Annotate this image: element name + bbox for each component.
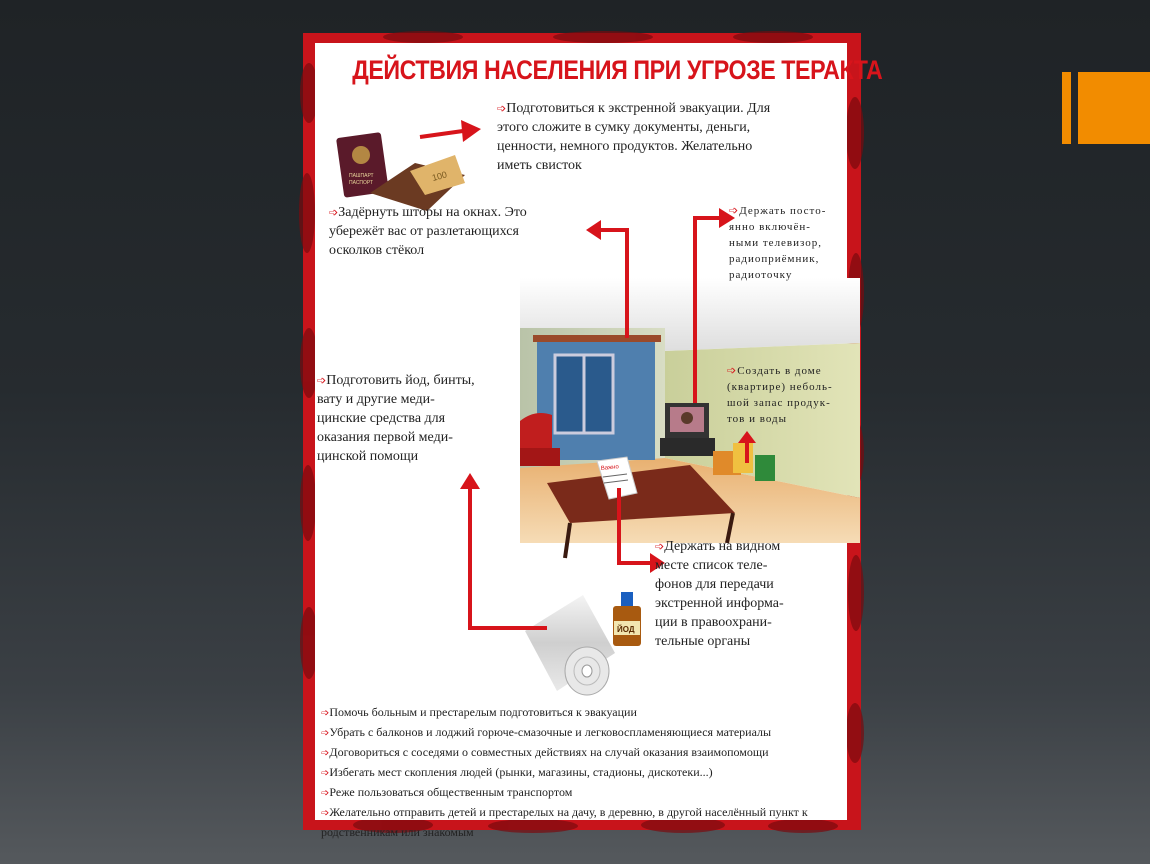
curtains-text: ➩Задёрнуть шторы на окнах. Это убережёт вас от разлетающихся осколков стёкол [329,205,527,258]
passport-line-2: ПАСПОРТ [349,180,374,186]
note-title: Важно [600,464,620,472]
passport-wallet-illustration [336,132,465,211]
supplies-text: ➩Создать в доме (квартире) неболь- шой запас продук- тов и воды [727,364,833,425]
list-item: ➩Избегать мест скопления людей (рынки, магазины, стадионы, дискотеки...) [321,765,713,779]
list-item: ➩Убрать с балконов и лоджий горюче-смазочные и легковоспламеняющиеся материалы [321,725,772,739]
tv-text: ➩Держать посто- янно включён- ными телевизор, радиоприёмник, радиоточку [729,204,827,281]
accent-bar-wide [1078,72,1150,144]
phones-text: ➩Держать на видном месте список теле- фонов для передачи экстренной информа- ции в правоохрани- тельные органы [655,539,784,649]
bottom-recommendations [321,703,847,841]
list-item: ➩Реже пользоваться общественным транспортом [321,785,573,799]
iodine-label: ЙОД [617,625,635,634]
money-value: 100 [430,169,449,183]
list-item: ➩Желательно отправить детей и престарелых на дачу, в деревню, в другой населённый пункт к родственникам или знакомым [321,805,808,839]
poster-title: ДЕЙСТВИЯ НАСЕЛЕНИЯ ПРИ УГРОЗЕ ТЕРАКТА [352,55,883,85]
poster [303,33,883,839]
accent-bar-thin [1062,72,1071,144]
list-item: ➩Договориться с соседями о совместных действиях на случай оказания взаимопомощи [321,745,769,759]
evacuation-text: ➩Подготовиться к экстренной эвакуации. Для этого сложите в сумку документы, деньги, ценности, немного продуктов. Желательно иметь свисток [497,101,771,173]
poster-content [315,43,883,839]
medicine-illustration [525,592,641,695]
list-item: ➩Помочь больным и престарелым подготовиться к эвакуации [321,705,637,719]
medicine-text: ➩Подготовить йод, бинты, вату и другие меди- цинские средства для оказания первой меди- цинской помощи [317,373,475,464]
passport-line-1: ПАШПАРТ [349,173,374,179]
